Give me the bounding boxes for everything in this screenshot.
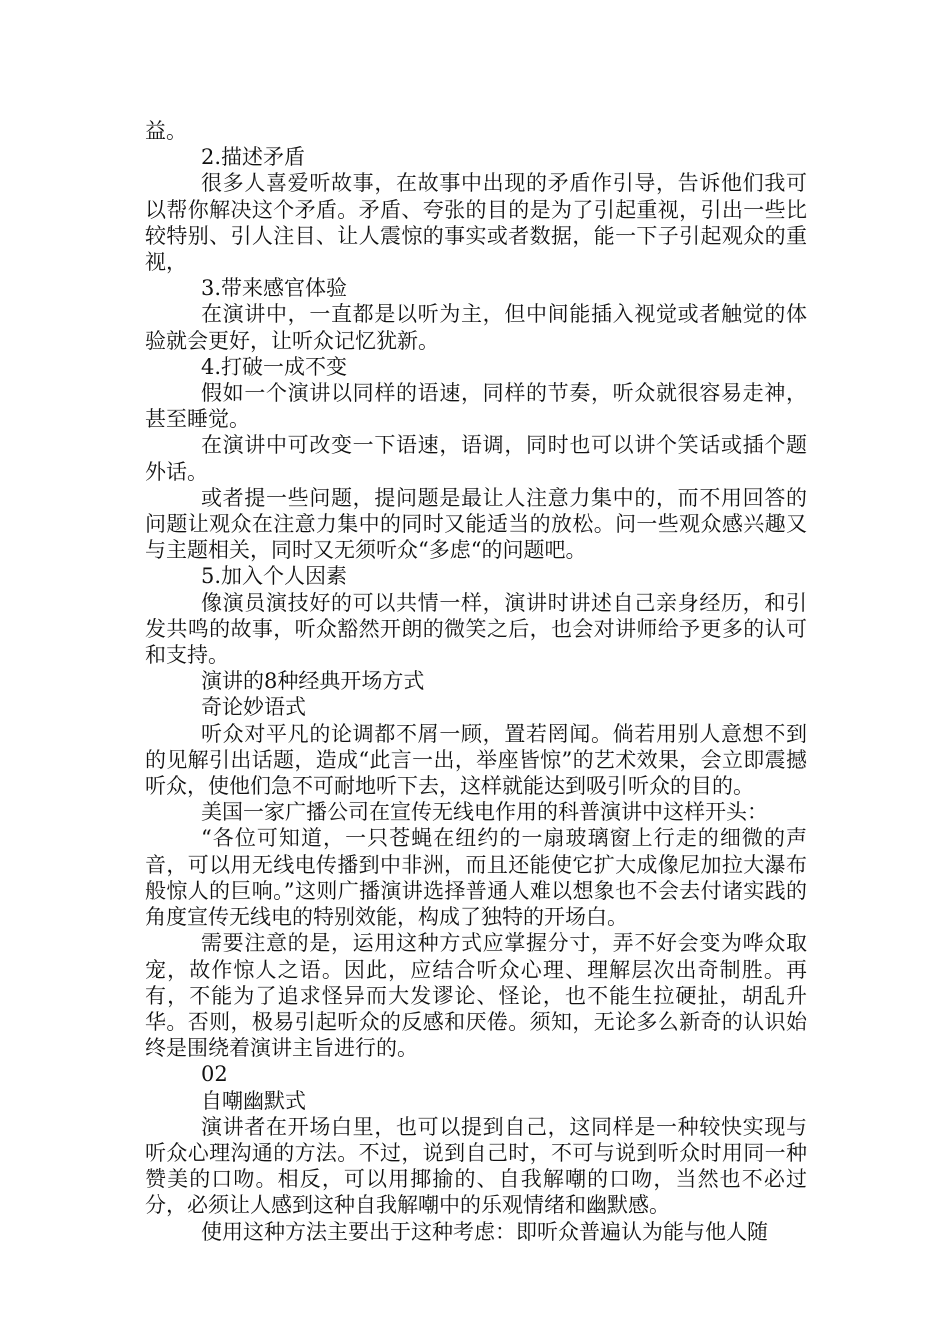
heading-eight-openings: 演讲的8种经典开场方式 [201,669,425,694]
paragraph-continuation: 益。 [145,119,187,143]
paragraph-self-mockery-2: 使用这种方法主要出于这种考虑：即听众普遍认为能与他人随 [201,1219,768,1244]
paragraph-caution: 需要注意的是，运用这种方式应掌握分寸，弄不好会变为哗众取宠，故作惊人之语。因此，应结合听众心理、理解层次出奇制胜。再有，不能为了追求怪异而大发谬论、怪论，也不能生拉硬扯，胡乱升华。否则，极易引起听众的反感和厌倦。须知，无论多么新奇的认识始终是围绕着演讲主旨进行的。 [145,931,807,1061]
paragraph-surprising-1: 听众对平凡的论调都不屑一顾，置若罔闻。倘若用别人意想不到的见解引出话题，造成“此言一出，举座皆惊”的艺术效果，会立即震撼听众，使他们急不可耐地听下去，这样就能达到吸引听众的目的。 [145,721,807,799]
document-page [145,118,807,1245]
heading-describe-conflict: 2.描述矛盾 [201,145,306,170]
paragraph-routine-1: 假如一个演讲以同样的语速，同样的节奏，听众就很容易走神，甚至睡觉。 [145,381,807,432]
paragraph-surprising-2: 美国一家广播公司在宣传无线电作用的科普演讲中这样开头： [201,800,768,825]
paragraph-routine-2: 在演讲中可改变一下语速，语调，同时也可以讲个笑话或插个题外话。 [145,433,807,484]
heading-personal-factor: 5.加入个人因素 [201,564,348,589]
paragraph-sensory: 在演讲中，一直都是以听为主，但中间能插入视觉或者触觉的体验就会更好，让听众记忆犹新。 [145,302,807,353]
heading-sensory-experience: 3.带来感官体验 [201,276,348,301]
paragraph-self-mockery-1: 演讲者在开场白里，也可以提到自己，这同样是一种较快实现与听众心理沟通的方法。不过，说到自己时，不可与说到听众时用同一种赞美的口吻。相反，可以用揶揄的、自我解嘲的口吻，当然也不必过分，必须让人感到这种自我解嘲中的乐观情绪和幽默感。 [145,1114,807,1218]
paragraph-conflict: 很多人喜爱听故事，在故事中出现的矛盾作引导，告诉他们我可以帮你解决这个矛盾。矛盾、夸张的目的是为了引起重视，引出一些比较特别、引人注目、让人震惊的事实或者数据，能一下子引起观众的重视， [145,171,807,275]
section-number: 02 [201,1062,228,1087]
heading-surprising-remark: 奇论妙语式 [201,695,306,720]
paragraph-quote: “各位可知道，一只苍蝇在纽约的一扇玻璃窗上行走的细微的声音，可以用无线电传播到中非洲，而且还能使它扩大成像尼加拉大瀑布般惊人的巨响。”这则广播演讲选择普通人难以想象也不会去付诸实践的角度宣传无线电的特别效能，构成了独特的开场白。 [145,826,807,930]
heading-break-routine: 4.打破一成不变 [201,354,348,379]
heading-self-mockery: 自嘲幽默式 [201,1088,306,1113]
paragraph-personal: 像演员演技好的可以共情一样，演讲时讲述自己亲身经历，和引发共鸣的故事，听众豁然开朗的微笑之后，也会对讲师给予更多的认可和支持。 [145,590,807,668]
paragraph-routine-3: 或者提一些问题，提问题是最让人注意力集中的，而不用回答的问题让观众在注意力集中的同时又能适当的放松。问一些观众感兴趣又与主题相关，同时又无须听众“多虑“的问题吧。 [145,485,807,563]
